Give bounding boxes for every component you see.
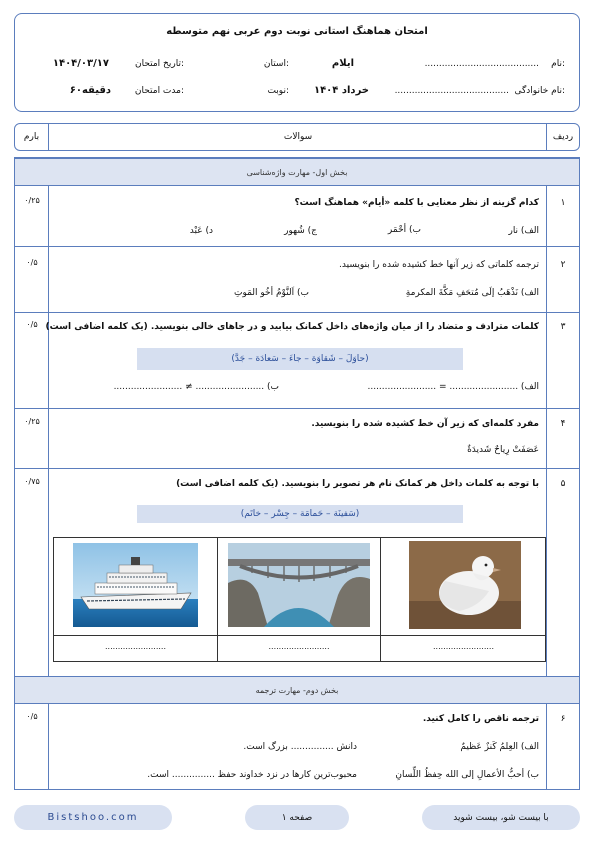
translation-b-blank[interactable]: محبوب‌ترین کارها در نزد خداوند حفظ ............... است.: [147, 770, 357, 780]
session-value: خرداد ۱۴۰۴: [313, 85, 369, 96]
question-text: کدام گزینه از نظر معنایی با کلمه «أیام» هماهنگ است؟: [294, 198, 539, 208]
bridge-image: [228, 543, 370, 627]
dove-image: [409, 541, 521, 629]
section-band-translation: بخش دوم- مهارت ترجمه: [15, 676, 579, 704]
bridge-answer-blank[interactable]: ........................: [268, 642, 330, 651]
word-bank: (سَفینَة – حَمامَة – جِسْر – خاتَم): [137, 505, 463, 523]
phrase-a: الف) نَذْهَبُ إلَی مُتحَفِ مَکَّةَ المکرمةِ: [405, 288, 539, 298]
phrase: عَصَفَتْ رِیاحٌ شَدیدَةٌ: [467, 445, 539, 455]
word-bank: (حاوَلَ – شَقاوَة – جاءَ – سَعادَة – جَدَّ): [137, 348, 463, 370]
question-text: ترجمه کلماتی که زیر آنها خط کشیده شده را بنویسید.: [339, 260, 539, 270]
question-number: ۱: [560, 198, 566, 208]
name-field[interactable]: ........................................: [424, 59, 539, 69]
brand-text: Bistshoo.com: [47, 812, 139, 823]
question-score: ۰/۲۵: [24, 417, 40, 426]
translation-a-blank[interactable]: دانش ............... بزرگ است.: [243, 742, 357, 752]
slogan: با بیست شو، بیست شوید: [422, 805, 580, 830]
questions-table: [14, 157, 580, 790]
phrase-b: ب) اَلنَّوْمُ أخُو المَوتِ: [233, 288, 309, 298]
question-number: ۶: [560, 714, 566, 724]
question-number: ۳: [560, 322, 566, 332]
question-score: ۰/۵: [26, 712, 38, 721]
question-text: کلمات مترادف و متضاد را از میان واژه‌های داخل کمانک بیابید و در جاهای خالی بنویسید. (یک کلمه اضافی است): [45, 322, 539, 332]
exam-date-value: ۱۴۰۴/۰۳/۱۷: [52, 58, 109, 69]
brand-pill[interactable]: [14, 805, 172, 830]
duration-label: مدت امتحان:: [134, 86, 184, 96]
question-text: با توجه به کلمات داخل هر کمانک نام هر تصویر را بنویسید. (یک کلمه اضافی است): [176, 479, 539, 489]
sentence-a: الف) العِلمُ کَنزٌ عَظیمٌ: [460, 742, 539, 752]
question-number: ۵: [560, 479, 566, 489]
option-d[interactable]: د) عَبْد: [189, 226, 213, 236]
exam-date-label: تاریخ امتحان:: [134, 59, 184, 69]
column-header-row: [14, 123, 580, 151]
antonym-blank[interactable]: ب) ........................ ≠ ........................: [113, 382, 279, 392]
image-grid: [53, 537, 546, 662]
question-text: مفرد کلمه‌ای که زیر آن خط کشیده شده را بنویسید.: [311, 419, 539, 429]
question-number: ۴: [560, 419, 566, 429]
page-number: صفحه ۱: [245, 805, 349, 830]
family-label: نام خانوادگی:: [514, 86, 565, 96]
questions-column-header: سوالات: [283, 132, 313, 142]
ship-image: [73, 543, 198, 627]
session-label: نوبت:: [267, 86, 289, 96]
province-label: استان:: [263, 59, 289, 69]
question-score: ۰/۷۵: [24, 477, 40, 486]
score-column-header: بارم: [23, 132, 40, 142]
duration-value: ۶۰دقیقه: [69, 85, 111, 96]
dove-answer-blank[interactable]: ........................: [432, 642, 495, 651]
family-field[interactable]: ........................................: [394, 86, 509, 96]
province-value: ایلام: [331, 58, 354, 69]
question-score: ۰/۵: [26, 320, 38, 329]
exam-header: [14, 13, 580, 112]
name-label: نام:: [551, 59, 565, 69]
question-score: ۰/۲۵: [24, 196, 40, 205]
sentence-b: ب) أحبُّ الأعمالِ إلی الله حِفظُ اللِّسانِ: [395, 770, 539, 780]
exam-title: امتحان هماهنگ استانی نوبت دوم عربی نهم متوسطه: [166, 26, 428, 37]
option-c[interactable]: ج) شُهور: [284, 226, 317, 236]
option-a[interactable]: الف) نار: [508, 226, 539, 236]
question-number: ۲: [560, 260, 566, 270]
ship-answer-blank[interactable]: ........................: [104, 642, 167, 651]
question-score: ۰/۵: [26, 258, 38, 267]
question-text: ترجمه ناقص را کامل کنید.: [422, 714, 539, 724]
row-column-header: ردیف: [552, 132, 574, 142]
option-b[interactable]: ب) أحْمَر: [387, 225, 421, 235]
section-band-vocabulary: بخش اول- مهارت واژه‌شناسی: [15, 158, 579, 186]
synonym-blank[interactable]: الف) ........................ = ........................: [367, 382, 539, 392]
